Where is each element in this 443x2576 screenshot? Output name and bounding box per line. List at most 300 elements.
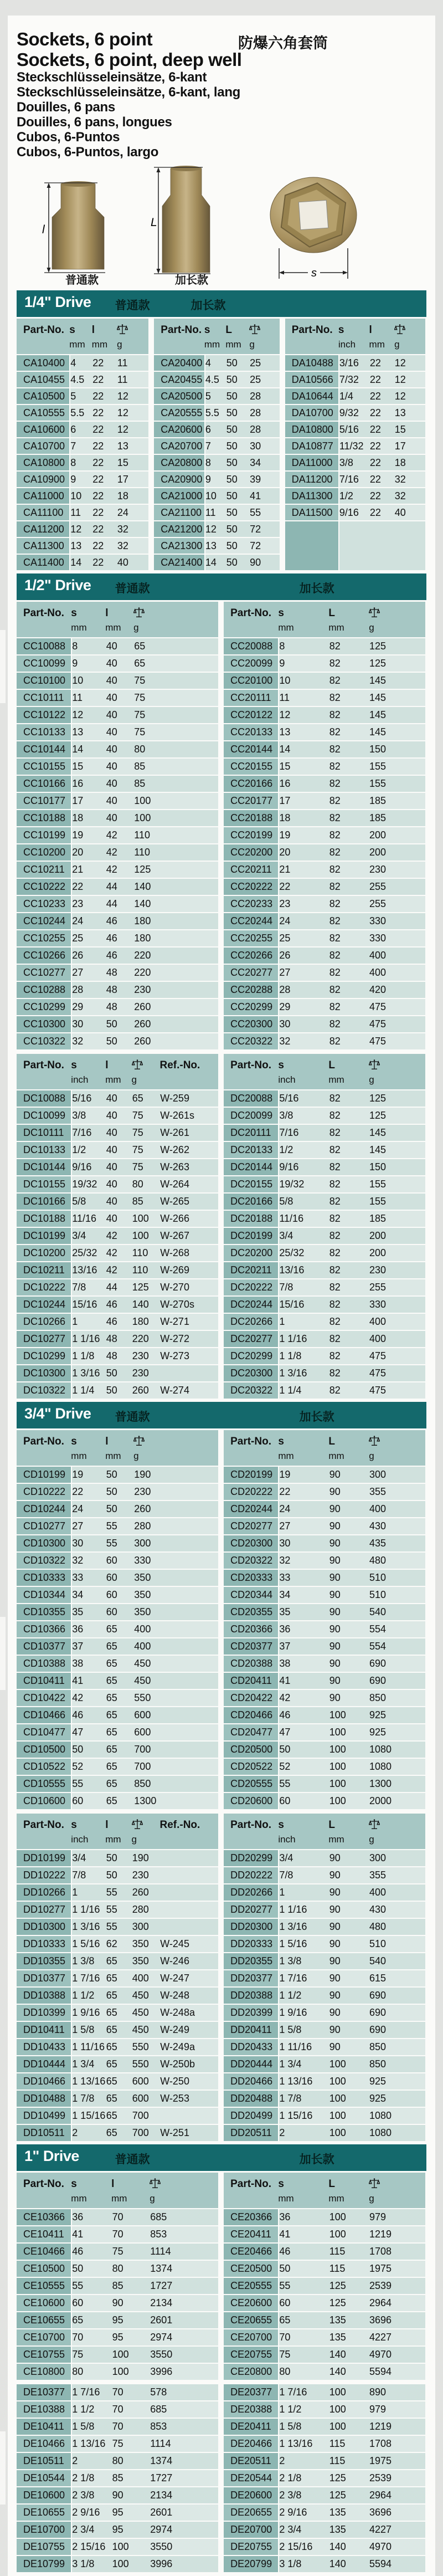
section-label-normal: 普通款 [115, 1411, 150, 1423]
table-row [17, 521, 148, 537]
cell-value: 1 5/8 [279, 2024, 302, 2035]
cell-part-no: CA20900 [154, 472, 204, 487]
column-header: Part-No. [230, 1819, 271, 1831]
table-row [224, 2209, 425, 2225]
cell-value: 65 [106, 1675, 117, 1686]
cell-part-no: DC20266 [224, 1314, 278, 1330]
cell-value: 685 [150, 2211, 167, 2222]
cell-part-no: DC20300 [224, 1365, 278, 1381]
table-row [224, 1518, 425, 1534]
cell-value: 65 [106, 2127, 117, 2138]
row-data-cells [279, 776, 425, 792]
cell-part-no: DC10099 [17, 1108, 71, 1124]
cell-value: 540 [369, 1955, 387, 1966]
cell-value: 35 [72, 1606, 84, 1617]
cell-value: 125 [369, 641, 387, 652]
cell-part-no: DD20433 [224, 2039, 278, 2055]
cell-value: 90 [329, 1503, 341, 1514]
cell-value: 75 [132, 1110, 143, 1121]
cell-part-no: CC20111 [224, 690, 278, 706]
column-header: l [111, 2178, 115, 2190]
cell-value: 1/2 [279, 1144, 293, 1155]
cell-part-no: CA10455 [17, 372, 69, 387]
cell-value: 355 [369, 1486, 387, 1497]
cell-value: 50 [279, 2263, 291, 2274]
cell-value: 1 13/16 [279, 2438, 313, 2449]
row-data-cells [279, 2556, 425, 2572]
cell-part-no: DC20200 [224, 1245, 278, 1261]
cell-part-no: DC10133 [17, 1142, 71, 1158]
unit-label: mm [105, 1074, 121, 1085]
cell-value: 400 [369, 1503, 387, 1514]
table-row [17, 2453, 218, 2469]
cell-value: 50 [226, 423, 238, 435]
cell-value: 925 [369, 1727, 387, 1738]
cell-value: 2 [72, 2455, 78, 2466]
cell-value: 39 [250, 473, 261, 485]
cell-value: 1300 [369, 1778, 392, 1789]
socket-normal-image [42, 181, 105, 273]
cell-value: 155 [369, 778, 387, 789]
cell-value: 90 [329, 1538, 341, 1549]
cell-value: 22 [369, 457, 381, 468]
table-row [17, 690, 218, 706]
cell-part-no: DC20188 [224, 1211, 278, 1227]
table-header [224, 1814, 425, 1849]
cell-value: 450 [134, 1658, 151, 1669]
weight-column-header [133, 606, 218, 622]
cell-part-no: CC10188 [17, 810, 71, 826]
row-data-cells [72, 1211, 218, 1227]
cell-part-no: DD20333 [224, 1936, 278, 1952]
row-data-cells [72, 2244, 218, 2260]
row-data-cells [279, 1348, 425, 1364]
cell-value: 230 [132, 1350, 149, 1361]
cell-part-no: CE20411 [224, 2226, 278, 2242]
header-row [224, 606, 425, 622]
cell-part-no: CE10366 [17, 2209, 71, 2225]
cell-value: 19 [72, 1469, 84, 1480]
row-data-cells [279, 1016, 425, 1032]
cell-part-no: CA11300 [17, 538, 69, 554]
cell-value: 2 9/16 [72, 2507, 100, 2518]
cell-value: 65 [106, 2093, 117, 2104]
cell-part-no: CD10600 [17, 1793, 71, 1809]
table-row [17, 2005, 218, 2021]
row-data-cells [72, 2108, 218, 2124]
cell-value: 65 [106, 1973, 117, 1984]
subtitle-de: Steckschlüsseleinsätze, 6-kant [17, 70, 207, 85]
row-data-cells [339, 472, 425, 487]
cell-value: 230 [134, 1486, 151, 1497]
cell-value: 1 13/16 [72, 2438, 106, 2449]
cell-value: 220 [134, 950, 151, 961]
cell-part-no: CC10133 [17, 724, 71, 740]
row-data-cells [279, 690, 425, 706]
row-data-cells [279, 1742, 425, 1758]
cell-value: 95 [112, 2332, 123, 2343]
row-data-cells [279, 1690, 425, 1706]
cell-part-no: DD10266 [17, 1884, 71, 1901]
cell-value: 1727 [150, 2472, 173, 2483]
row-data-cells [279, 948, 425, 964]
cell-part-no: CA11000 [17, 488, 69, 504]
cell-value: 100 [112, 2366, 129, 2377]
cell-value: 48 [106, 1350, 117, 1361]
cell-value: 80 [134, 744, 146, 755]
cell-value: 135 [329, 2314, 346, 2326]
cell-part-no: CD20600 [224, 1793, 278, 1809]
cell-value: 1 9/16 [279, 2007, 307, 2018]
cell-value: 12 [117, 390, 128, 402]
scale-icon [150, 2177, 161, 2189]
cell-value: 50 [226, 473, 238, 485]
table-row [17, 2125, 218, 2141]
cell-value: W-250b [160, 2058, 195, 2070]
cell-part-no: DC20277 [224, 1331, 278, 1347]
cell-value: 3696 [369, 2507, 392, 2518]
table-row [224, 776, 425, 792]
cell-part-no: CD20555 [224, 1776, 278, 1792]
cell-value: 60 [279, 1795, 291, 1806]
cell-value: 50 [226, 540, 238, 551]
row-data-cells [279, 1467, 425, 1483]
cell-part-no: DD20377 [224, 1970, 278, 1986]
cell-value: 1 5/8 [72, 2421, 95, 2432]
row-data-cells [72, 1314, 218, 1330]
table-header [224, 2173, 425, 2208]
cell-value: 145 [369, 1127, 387, 1138]
table-row [17, 1707, 218, 1723]
cell-part-no: DD10199 [17, 1850, 71, 1866]
cell-value: 70 [112, 2404, 123, 2415]
row-data-cells [279, 673, 425, 689]
table-row [285, 455, 425, 470]
scale-icon [133, 606, 145, 618]
cell-value: 1 3/16 [279, 1921, 307, 1932]
cell-value: 20 [279, 847, 291, 858]
cell-value: 28 [250, 407, 261, 418]
cell-value: 48 [106, 1001, 117, 1012]
cell-part-no: CD10355 [17, 1604, 71, 1620]
cell-value: 22 [279, 1486, 291, 1497]
cell-value: W-251 [160, 2127, 189, 2138]
cell-value: 40 [117, 556, 128, 568]
cell-value: 400 [132, 1973, 149, 1984]
cell-value: 50 [226, 357, 238, 368]
table-row [224, 673, 425, 689]
table-row [224, 2522, 425, 2538]
row-data-cells [72, 1553, 218, 1569]
row-data-cells [279, 1331, 425, 1347]
table-row [17, 1638, 218, 1655]
row-data-cells [72, 896, 218, 912]
row-data-cells [279, 1518, 425, 1534]
cell-value: 2 3/4 [279, 2524, 302, 2535]
unit-label: mm [105, 1834, 121, 1845]
cell-value: 1 [72, 1316, 78, 1327]
table-row [224, 1382, 425, 1399]
cell-part-no: CE20600 [224, 2295, 278, 2311]
cell-part-no: CC20166 [224, 776, 278, 792]
column-header: Part-No. [23, 2178, 64, 2190]
row-data-cells [72, 2436, 218, 2452]
drive-section [17, 573, 426, 1399]
cell-part-no: CC10199 [17, 827, 71, 843]
cell-value: 82 [329, 675, 341, 686]
cell-value: 1 15/16 [279, 2110, 313, 2121]
socket-table [224, 2173, 425, 2572]
cell-value: 600 [134, 1709, 151, 1720]
table-row [17, 538, 148, 554]
cell-value: 260 [134, 1001, 151, 1012]
row-data-cells [72, 1759, 218, 1775]
cell-part-no: DC10300 [17, 1365, 71, 1381]
cell-value: 510 [369, 1572, 387, 1583]
table-row [17, 2244, 218, 2260]
row-data-cells [279, 2278, 425, 2294]
cell-value: 25 [250, 357, 261, 368]
cell-part-no: DD10411 [17, 2022, 71, 2038]
unit-label [17, 339, 69, 352]
table-row [224, 2278, 425, 2294]
table-row [17, 1211, 218, 1227]
subtitle-fr: Douilles, 6 pans [17, 100, 115, 115]
cell-value: 100 [329, 2058, 346, 2070]
table-row [224, 1621, 425, 1637]
cell-value: 82 [329, 692, 341, 703]
socket-table [17, 2173, 218, 2572]
cell-value: 34 [72, 1589, 84, 1600]
cell-value: 4.5 [205, 373, 219, 385]
cell-value: 55 [106, 1904, 117, 1915]
cell-value: 50 [106, 1385, 117, 1396]
cell-value: 7 [205, 440, 211, 452]
table-row [154, 488, 279, 504]
cell-value: 48 [106, 967, 117, 978]
row-data-cells [72, 913, 218, 929]
cell-value: W-245 [160, 1938, 189, 1949]
cell-part-no: DC20244 [224, 1297, 278, 1313]
cell-value: 50 [226, 556, 238, 568]
cell-value: 400 [134, 1624, 151, 1635]
column-header: s [278, 1819, 284, 1831]
cell-part-no: CE20466 [224, 2244, 278, 2260]
socket-table [224, 1430, 425, 1809]
cell-value: 80 [132, 1179, 143, 1190]
cell-value: 1/2 [339, 490, 353, 501]
cell-value: 82 [329, 1368, 341, 1379]
cell-value: 82 [329, 1179, 341, 1190]
row-data-cells [279, 1365, 425, 1381]
row-data-cells [72, 1604, 218, 1620]
cell-value: 150 [369, 1161, 387, 1172]
cell-part-no: CD10477 [17, 1724, 71, 1740]
cell-part-no: DD10355 [17, 1953, 71, 1969]
table-row [17, 879, 218, 895]
row-data-cells [72, 1365, 218, 1381]
cell-part-no: CE20800 [224, 2364, 278, 2380]
cell-value: 145 [369, 692, 387, 703]
row-data-cells [72, 1621, 218, 1637]
table-row [154, 372, 279, 387]
weight-column-header [150, 2176, 218, 2193]
cell-part-no: CC10244 [17, 913, 71, 929]
cell-value: 82 [329, 726, 341, 738]
cell-value: 13 [117, 440, 128, 452]
table-row [285, 438, 425, 454]
cell-value: W-272 [160, 1333, 189, 1344]
row-data-cells [72, 948, 218, 964]
cell-value: 255 [369, 881, 387, 892]
cell-part-no: CA10600 [17, 422, 69, 437]
table-group [17, 602, 426, 1049]
cell-value: 22 [92, 390, 104, 402]
table-row [285, 355, 425, 371]
table-row [224, 1553, 425, 1569]
cell-part-no: CD20411 [224, 1673, 278, 1689]
cell-value: 7/8 [72, 1870, 86, 1881]
cell-value: 1 7/8 [72, 2093, 95, 2104]
cell-value: 115 [329, 2263, 346, 2274]
cell-part-no: CD10555 [17, 1776, 71, 1792]
cell-value: 90 [329, 1572, 341, 1583]
table-row [224, 2073, 425, 2090]
cell-value: 32 [279, 1555, 291, 1566]
cell-value: 65 [72, 2314, 84, 2326]
table-header [224, 1054, 425, 1089]
cell-value: 430 [369, 1520, 387, 1532]
cell-value: 100 [329, 1761, 346, 1772]
cell-value: W-249a [160, 2041, 195, 2052]
column-header: L [328, 1436, 335, 1447]
cell-part-no: CC20199 [224, 827, 278, 843]
table-row [224, 1953, 425, 1969]
cell-value: W-270 [160, 1282, 189, 1293]
row-data-cells [70, 521, 148, 537]
section-title: 1/2" Drive [24, 577, 91, 593]
cell-value: 15/16 [72, 1299, 97, 1310]
section-header-bar [17, 1402, 426, 1428]
cell-value: 4227 [369, 2332, 392, 2343]
row-data-cells [279, 2522, 425, 2538]
table-header [285, 319, 425, 354]
cell-value: 46 [106, 1299, 117, 1310]
cell-value: 3/8 [279, 1110, 293, 1121]
cell-value: 72 [250, 523, 261, 535]
cell-value: 1 [72, 1887, 78, 1898]
cell-value: 23 [72, 898, 84, 909]
cell-value: 140 [329, 2366, 346, 2377]
cell-value: 28 [250, 423, 261, 435]
cell-value: 850 [369, 2058, 387, 2070]
cell-value: 100 [329, 1795, 346, 1806]
cell-value: 13/16 [72, 1264, 97, 1276]
row-data-cells [205, 488, 280, 504]
cell-value: 979 [369, 2211, 387, 2222]
table-row [17, 1587, 218, 1603]
cell-value: 125 [132, 1282, 149, 1293]
table-row [154, 472, 279, 487]
cell-value: 1727 [150, 2280, 173, 2291]
row-data-cells [279, 2470, 425, 2486]
cell-value: 65 [106, 1990, 117, 2001]
row-data-cells [72, 1587, 218, 1603]
cell-value: 22 [92, 407, 104, 418]
cell-part-no: DD10499 [17, 2108, 71, 2124]
column-header: s [71, 2178, 77, 2190]
cell-part-no: DC10155 [17, 1176, 71, 1192]
column-header: Part-No. [23, 1059, 64, 1071]
table-row [224, 707, 425, 723]
cell-part-no: DD10333 [17, 1936, 71, 1952]
cell-value: 1 7/16 [279, 1973, 307, 1984]
scale-icon [369, 1058, 380, 1071]
table-row [224, 2470, 425, 2486]
unit-row [224, 1451, 425, 1464]
cell-value: 12 [117, 423, 128, 435]
unit-row [17, 1834, 218, 1847]
cell-value: 7/8 [72, 1282, 86, 1293]
row-data-cells [70, 355, 148, 371]
row-data-cells [72, 1518, 218, 1534]
cell-part-no: CD20244 [224, 1501, 278, 1517]
cell-value: 3 1/8 [72, 2558, 95, 2569]
cell-value: 330 [369, 915, 387, 926]
cell-value: 13 [205, 540, 217, 551]
cell-value: 475 [369, 1385, 387, 1396]
cell-value: 18 [394, 457, 406, 468]
unit-label: g [369, 1074, 374, 1085]
column-header: s [338, 324, 344, 336]
row-data-cells [72, 1707, 218, 1723]
cell-value: 22 [92, 506, 104, 518]
cell-part-no: DD10488 [17, 2091, 71, 2107]
row-data-cells [279, 1314, 425, 1330]
cell-value: 3/4 [72, 1852, 86, 1863]
unit-label: mm [105, 622, 121, 633]
cell-value: 4970 [369, 2349, 392, 2360]
cell-value: 50 [106, 1870, 117, 1881]
cell-value: 90 [329, 1921, 341, 1932]
cell-value: 2 15/16 [72, 2541, 106, 2552]
cell-value: 41 [279, 2229, 291, 2240]
drive-section [17, 290, 426, 570]
row-data-cells [339, 488, 425, 504]
cell-value: W-246 [160, 1955, 189, 1966]
row-data-cells [279, 1793, 425, 1809]
table-row [17, 2384, 218, 2400]
subtitle-fr-long: Douilles, 6 pans, longues [17, 115, 172, 130]
table-row [17, 1279, 218, 1295]
row-data-cells [72, 810, 218, 826]
cell-value: 33 [72, 1572, 84, 1583]
cell-value: 62 [106, 1938, 117, 1949]
cell-value: 50 [226, 373, 238, 385]
cell-value: 22 [369, 357, 381, 368]
cell-value: 40 [106, 658, 117, 669]
cell-value: 140 [134, 898, 151, 909]
cell-value: 50 [106, 1036, 117, 1047]
table-row [224, 2022, 425, 2038]
table-row [17, 1570, 218, 1586]
cell-value: 60 [106, 1589, 117, 1600]
unit-row [224, 1074, 425, 1088]
row-data-cells [279, 1279, 425, 1295]
unit-label: mm [69, 339, 85, 350]
cell-value: 75 [132, 1144, 143, 1155]
cell-value: 50 [72, 1744, 84, 1755]
